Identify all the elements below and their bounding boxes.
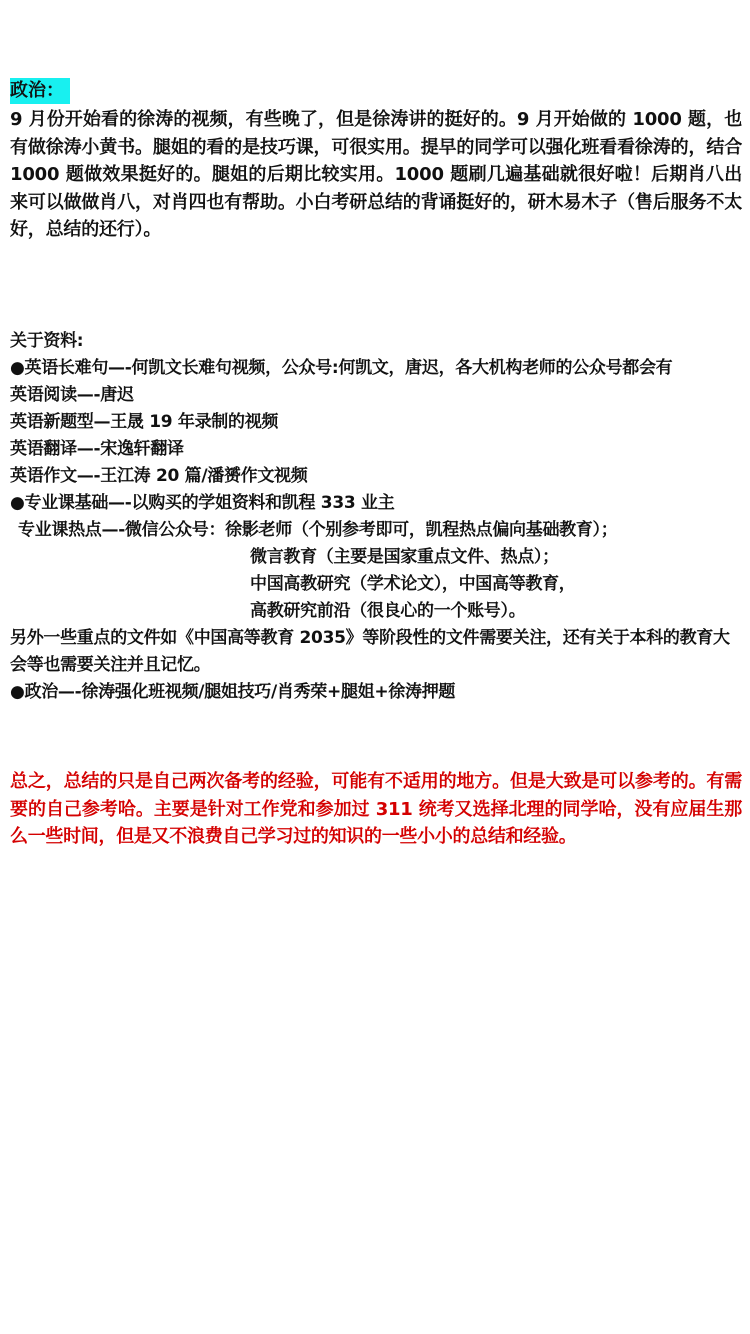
- materials-major-basics: ●专业课基础—-以购买的学姐资料和凯程 333 业主: [10, 493, 395, 513]
- materials-english-new-type: 英语新题型—王晟 19 年录制的视频: [10, 412, 279, 432]
- materials-hotspot-gaojiao-yanjiu: 中国高教研究（学术论文），中国高等教育，: [250, 574, 576, 594]
- materials-english-sentences: ●英语长难句—-何凯文长难句视频，公众号:何凯文，唐迟，各大机构老师的公众号都会有: [10, 358, 673, 378]
- materials-english-reading: 英语阅读—-唐迟: [10, 385, 134, 405]
- materials-english-translation: 英语翻译—-宋逸轩翻译: [10, 439, 184, 459]
- materials-key-documents: 另外一些重点的文件如《中国高等教育 2035》等阶段性的文件需要关注，还有关于本科的教育大会等也需要关注并且记忆。: [10, 628, 730, 675]
- materials-english-writing: 英语作文—-王江涛 20 篇/潘赟作文视频: [10, 466, 308, 486]
- politics-section: [10, 78, 742, 244]
- materials-hotspot-qianyan: 高教研究前沿（很良心的一个账号）。: [250, 601, 526, 621]
- summary-paragraph: 总之，总结的只是自己两次备考的经验，可能有不适用的地方。但是大致是可以参考的。有需要的自己参考哈。主要是针对工作党和参加过 311 统考又选择北理的同学哈，没有应届生那么一些时间，但是又不浪费自己学习过的知识的一些小小的总结和经验。: [10, 771, 742, 847]
- politics-heading: 政治：: [10, 78, 70, 104]
- materials-politics: ●政治—-徐涛强化班视频/腿姐技巧/肖秀荣+腿姐+徐涛押题: [10, 682, 456, 702]
- materials-hotspot-weiyan: 微言教育（主要是国家重点文件、热点）；: [250, 547, 559, 567]
- politics-paragraph: 9 月份开始看的徐涛的视频，有些晚了，但是徐涛讲的挺好的。9 月开始做的 1000 题，也有做徐涛小黄书。腿姐的看的是技巧课，可很实用。提早的同学可以强化班看看徐涛的，结合 1000 题做效果挺好的。腿姐的后期比较实用。1000 题刷几遍基础就很好啦！后期肖八出来可以做做肖八，对肖四也有帮助。小白考研总结的背诵挺好的，研木易木子（售后服务不太好，总结的还行）。: [10, 109, 742, 240]
- materials-title: 关于资料:: [10, 331, 84, 351]
- materials-section: [10, 328, 745, 706]
- materials-major-hotspots: 专业课热点—-微信公众号：徐影老师（个别参考即可，凯程热点偏向基础教育）；: [18, 520, 618, 540]
